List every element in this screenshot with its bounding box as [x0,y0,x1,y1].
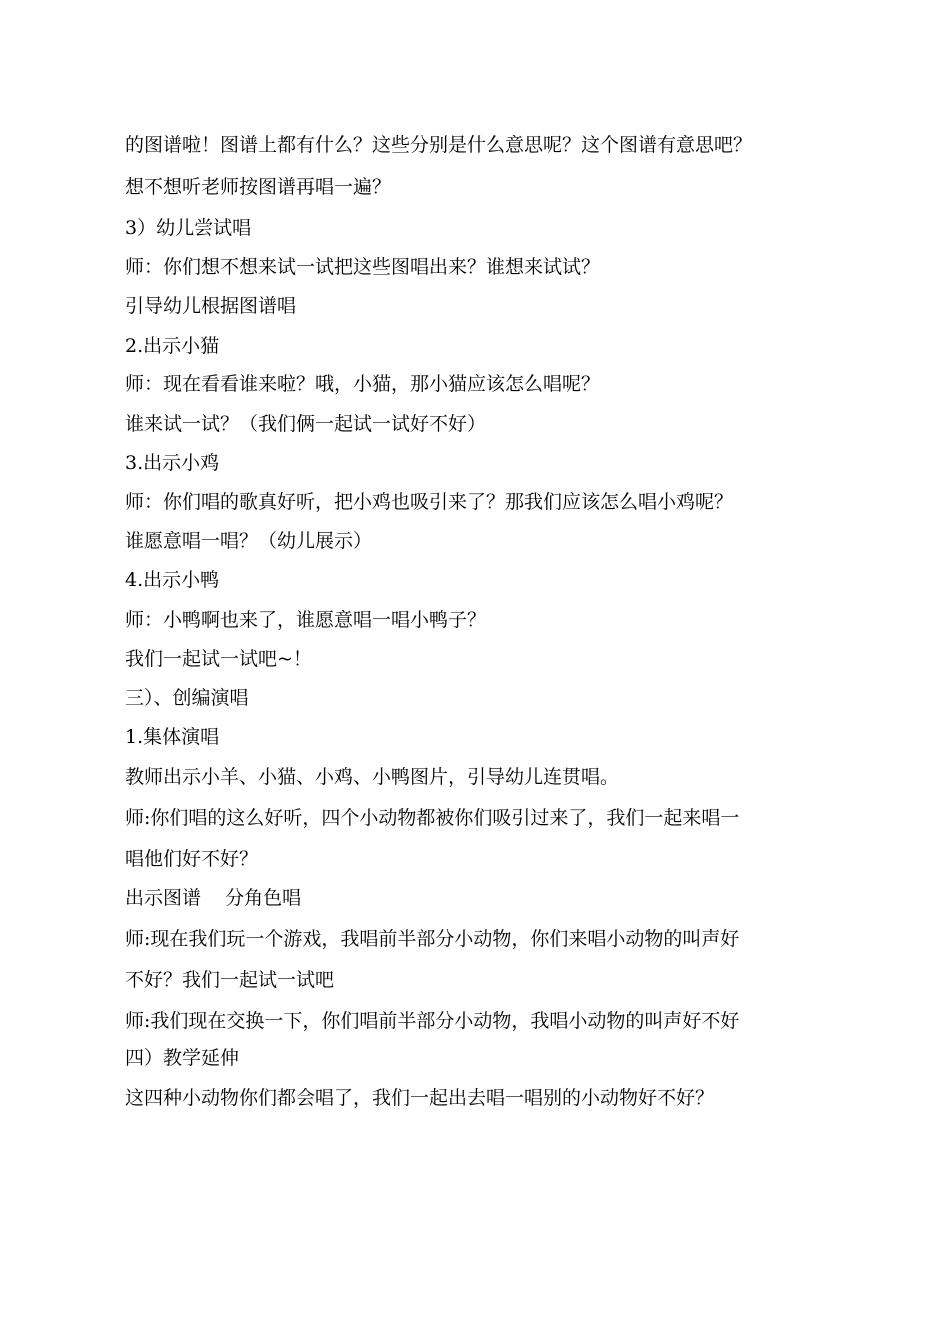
section-heading-children-try: 3）幼儿尝试唱 [125,217,252,239]
section-heading-show-cat: 2.出示小猫 [125,335,220,357]
text-line-25: 这四种小动物你们都会唱了，我们一起出去唱一唱别的小动物好不好？ [125,1087,715,1109]
section-heading-group-sing: 1.集体演唱 [125,726,220,748]
section-heading-create-sing: 三）、创编演唱 [125,687,249,709]
text-line-7: 师：现在看看谁来啦？哦，小猫，那小猫应该怎么唱呢？ [125,373,601,395]
text-line-4: 师：你们想不想来试一试把这些图唱出来？谁想来试试？ [125,256,601,278]
text-line-22: 不好？我们一起试一试吧 [125,969,335,991]
text-line-10: 师：你们唱的歌真好听，把小鸡也吸引来了？那我们应该怎么唱小鸡呢？ [125,491,734,513]
text-line-20: 出示图谱 分角色唱 [125,887,302,909]
text-line-11: 谁愿意唱一唱？（幼儿展示） [125,530,373,552]
text-line-21: 师:现在我们玩一个游戏，我唱前半部分小动物，你们来唱小动物的叫声好 [125,928,740,950]
text-line-8: 谁来试一试？（我们俩一起试一试好不好） [125,413,487,435]
text-line-13: 师：小鸭啊也来了，谁愿意唱一唱小鸭子？ [125,609,487,631]
text-line-18: 师:你们唱的这么好听，四个小动物都被你们吸引过来了，我们一起来唱一 [125,807,740,829]
text-line-19: 唱他们好不好？ [125,848,259,870]
section-heading-extension: 四）教学延伸 [125,1047,240,1069]
text-line-17: 教师出示小羊、小猫、小鸡、小鸭图片，引导幼儿连贯唱。 [125,766,620,788]
text-line-2: 想不想听老师按图谱再唱一遍？ [125,176,392,198]
section-heading-show-chick: 3.出示小鸡 [125,452,220,474]
text-line-14: 我们一起试一试吧~！ [125,648,312,670]
text-line-1: 的图谱啦！图谱上都有什么？这些分别是什么意思呢？这个图谱有意思吧？ [125,134,753,156]
text-line-23: 师:我们现在交换一下，你们唱前半部分小动物，我唱小动物的叫声好不好 [125,1010,740,1032]
text-line-5: 引导幼儿根据图谱唱 [125,295,297,317]
section-heading-show-duck: 4.出示小鸭 [125,569,220,591]
